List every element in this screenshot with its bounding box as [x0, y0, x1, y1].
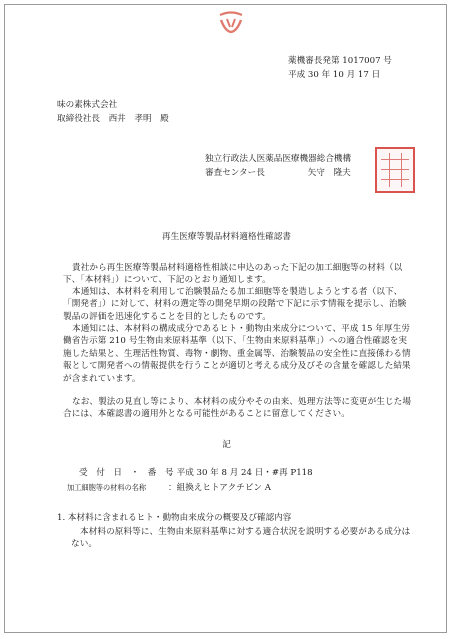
paragraph-4: なお、製法の見直し等により、本材料の成分やその由来、処理方法等に変更が生じた場合には、本確認書の適用外となる可能性があることに留意してください。	[63, 397, 412, 420]
official-seal-icon	[375, 147, 415, 193]
ki-heading: 記	[222, 440, 231, 450]
document-page	[4, 4, 447, 633]
recipient-company: 味の素株式会社	[57, 100, 118, 110]
document-number: 薬機審長発第 1017007 号	[288, 56, 392, 66]
pmda-logo-icon	[217, 11, 245, 35]
paragraph-1: 貴社から再生医療等製品材料適格性相談に申込のあった下記の加工細胞等の材料（以下、「本材料」）について、下記のとおり通知します。	[63, 263, 403, 286]
document-title: 再生医療等製品材料適格性確認書	[162, 232, 291, 242]
material-label: 加工細胞等の材料の名称	[67, 483, 147, 492]
receipt-label: 受 付 日 ・ 番 号	[79, 468, 174, 478]
issuer-organization: 独立行政法人医薬品医療機器総合機構	[205, 154, 352, 164]
section-1-heading: 1. 本材料に含まれるヒト・動物由来成分の概要及び確認内容	[57, 513, 292, 523]
receipt-value: ：平成 30 年 8 月 24 日・#再 P118	[168, 468, 313, 478]
material-value: ：組換えヒトアクチビン A	[168, 483, 271, 493]
paragraph-2: 本通知は、本材料を利用して治験製品たる加工細胞等を製造しようとする者（以下、「開発者」）に対して、材料の選定等の開発早期の段階で下記に示す情報を提示し、治験製品の評価を迅速化することを目的としたものです。	[63, 287, 407, 322]
issuer-person: 審査センター長 矢守 隆夫	[205, 168, 351, 178]
document-date: 平成 30 年 10 月 17 日	[288, 70, 381, 80]
paragraph-3: 本通知には、本材料の構成成分であるヒト・動物由来成分について、平成 15 年厚生労働省告示第 210 号生物由来原料基準（以下、「生物由来原料基準」）への適合性確認を実施した結果と、生理活性物質、毒物・劇物、重金属等、治験製品の安全性に直接係わる情報として開発者への情報提供を行うことが適切と考える成分及びその含量を確認した結果が含まれています。	[63, 324, 411, 384]
section-1-body: 本材料の原料等に、生物由来原料基準に対する適合状況を説明する必要がある成分はない。	[71, 527, 411, 550]
recipient-person: 取締役社長 西井 孝明 殿	[57, 114, 169, 124]
